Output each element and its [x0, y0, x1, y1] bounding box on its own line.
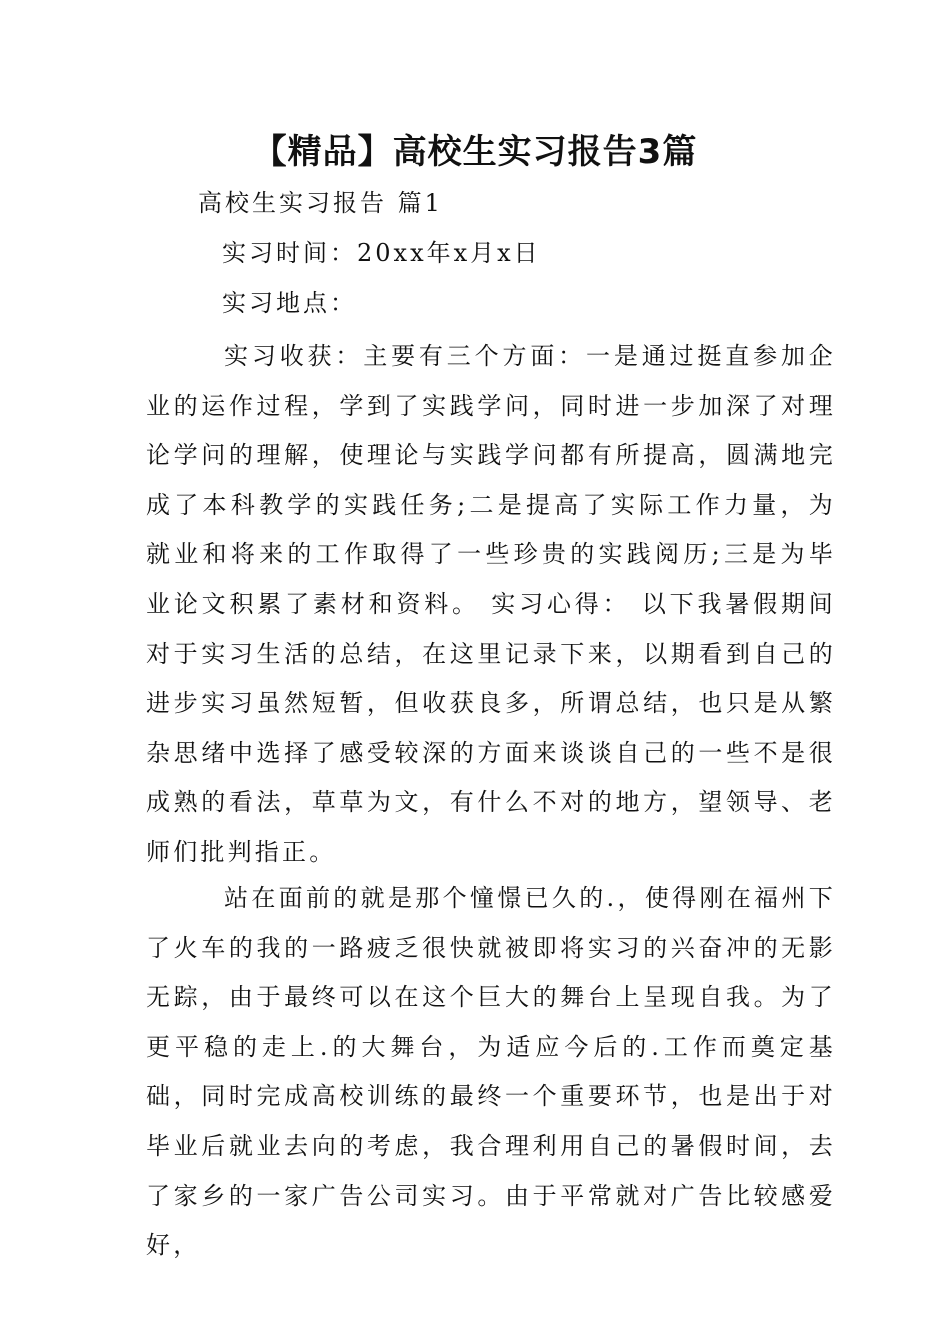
body-paragraph-1: 实习收获：主要有三个方面：一是通过挺直参加企业的运作过程，学到了实践学问，同时进一步加深了对理论学问的理解，使理论与实践学问都有所提高，圆满地完成了本科教学的实践任务;二是提高了实际工作力量，为就业和将来的工作取得了一些珍贵的实践阅历;三是为毕业论文积累了素材和资料。 实习心得： 以下我暑假期间对于实习生活的总结，在这里记录下来，以期看到自己的进步实习虽然短暂，但收获良多，所谓总结，也只是从繁杂思绪中选择了感受较深的方面来谈谈自己的一些不是很成熟的看法，草草为文，有什么不对的地方，望领导、老师们批判指正。 [146, 342, 836, 866]
internship-place-field: 实习地点： [222, 289, 357, 317]
document-title: 【精品】高校生实习报告3篇 [252, 132, 698, 172]
internship-time-field: 实习时间：20xx年x月x日 [222, 239, 541, 267]
section-heading: 高校生实习报告 篇1 [198, 189, 443, 217]
body-paragraph-2: 站在面前的就是那个憧憬已久的.，使得刚在福州下了火车的我的一路疲乏很快就被即将实习的兴奋冲的无影无踪，由于最终可以在这个巨大的舞台上呈现自我。为了更平稳的走上.的大舞台，为适应今后的.工作而奠定基础，同时完成高校训练的最终一个重要环节，也是出于对毕业后就业去向的考虑，我合理利用自己的暑假时间，去了家乡的一家广告公司实习。由于平常就对广告比较感爱好， [146, 884, 836, 1260]
